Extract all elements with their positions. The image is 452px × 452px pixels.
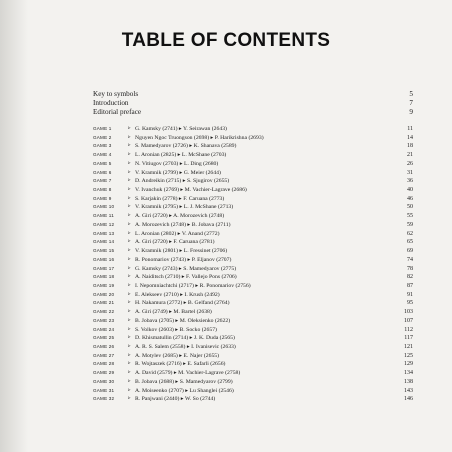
- game-page-number: 65: [407, 239, 413, 246]
- game-page-number: 143: [404, 387, 413, 394]
- game-players: L. Aronian (2825) ▸ L. McShane (2703): [135, 152, 227, 159]
- game-players: G. Kamsky (2743) ▸ S. Mamedyarov (2775): [135, 265, 237, 272]
- game-page-number: 31: [407, 169, 413, 176]
- game-page-number: 82: [407, 274, 413, 281]
- game-number: GAME 29: [93, 370, 115, 376]
- game-players: A. Motylev (2685) ▸ E. Najer (2655): [135, 352, 220, 359]
- triangle-icon: ▹: [128, 126, 131, 131]
- game-page-number: 138: [404, 378, 413, 385]
- game-number: GAME 5: [93, 160, 112, 166]
- game-players: Nguyen Ngoc Truongson (2698) ▸ P. Harikrishna (2693): [135, 134, 264, 141]
- game-page-number: 91: [407, 291, 413, 298]
- game-number: GAME 3: [93, 143, 112, 149]
- game-page-number: 14: [407, 134, 413, 141]
- game-players: B. Jobava (2688) ▸ S. Mamedyarov (2799): [135, 378, 233, 385]
- triangle-icon: ▹: [128, 309, 131, 315]
- front-matter-row[interactable]: [93, 99, 413, 108]
- game-page-number: 121: [404, 343, 413, 350]
- game-entry[interactable]: [93, 247, 413, 256]
- game-entry[interactable]: [93, 125, 413, 134]
- game-number: GAME 2: [93, 134, 112, 140]
- game-page-number: 87: [407, 282, 413, 289]
- game-entry[interactable]: [93, 256, 413, 265]
- triangle-icon: ▹: [128, 152, 131, 158]
- triangle-icon: ▹: [128, 352, 131, 358]
- triangle-icon: ▹: [128, 195, 131, 201]
- page-title: TABLE OF CONTENTS: [121, 30, 331, 51]
- game-entry[interactable]: [93, 265, 413, 274]
- game-players: A. Morozevich (2748) ▸ B. Jobava (2711): [135, 221, 231, 228]
- game-number: GAME 18: [93, 274, 115, 280]
- game-entry[interactable]: [93, 291, 413, 300]
- game-entry[interactable]: [93, 177, 413, 186]
- triangle-icon: ▹: [128, 239, 131, 245]
- game-players: A. R. S. Salem (2558) ▸ I. Ivanisevic (2633): [135, 343, 236, 350]
- game-entry[interactable]: [93, 142, 413, 151]
- game-entry[interactable]: [93, 134, 413, 143]
- triangle-icon: ▹: [128, 178, 131, 184]
- game-entry[interactable]: [93, 317, 413, 326]
- game-entry[interactable]: [93, 238, 413, 247]
- game-players: V. Kramnik (2801) ▸ L. Fressinet (2706): [135, 248, 228, 255]
- game-players: B. Jobava (2705) ▸ M. Oleksienko (2622): [135, 317, 231, 324]
- game-entry[interactable]: [93, 160, 413, 169]
- game-number: GAME 21: [93, 300, 115, 306]
- game-entry[interactable]: [93, 352, 413, 361]
- triangle-icon: ▹: [128, 300, 131, 306]
- triangle-icon: ▹: [128, 335, 131, 341]
- triangle-icon: ▹: [128, 326, 131, 332]
- triangle-icon: ▹: [128, 274, 131, 280]
- triangle-icon: ▹: [128, 221, 131, 227]
- game-number: GAME 1: [93, 126, 112, 131]
- game-entry[interactable]: [93, 151, 413, 160]
- game-number: GAME 8: [93, 187, 112, 193]
- game-number: GAME 17: [93, 265, 115, 271]
- game-entry[interactable]: [93, 221, 413, 230]
- game-page-number: 59: [407, 221, 413, 228]
- game-number: GAME 15: [93, 248, 115, 254]
- game-number: GAME 20: [93, 291, 115, 297]
- game-number: GAME 31: [93, 387, 115, 393]
- front-matter-row[interactable]: [93, 90, 413, 99]
- game-entry[interactable]: [93, 230, 413, 239]
- triangle-icon: ▹: [128, 370, 131, 376]
- game-page-number: 112: [404, 326, 413, 333]
- game-page-number: 107: [404, 317, 413, 324]
- game-page-number: 50: [407, 204, 413, 211]
- game-number: GAME 11: [93, 213, 114, 219]
- game-entry[interactable]: [93, 212, 413, 221]
- game-number: GAME 24: [93, 326, 115, 332]
- triangle-icon: ▹: [128, 378, 131, 384]
- game-entry[interactable]: [93, 334, 413, 343]
- game-number: GAME 6: [93, 169, 112, 175]
- triangle-icon: ▹: [128, 317, 131, 323]
- triangle-icon: ▹: [128, 265, 131, 271]
- triangle-icon: ▹: [128, 213, 131, 219]
- game-page-number: 46: [407, 195, 413, 202]
- game-entry[interactable]: [93, 378, 413, 387]
- game-players: L. Aronian (2802) ▸ V. Anand (2772): [135, 230, 220, 237]
- game-entry[interactable]: [93, 395, 413, 404]
- game-page-number: 74: [407, 256, 413, 263]
- triangle-icon: ▹: [128, 343, 131, 349]
- game-players: S. Volkov (2603) ▸ B. Socko (2657): [135, 326, 217, 333]
- game-number: GAME 13: [93, 230, 115, 236]
- game-number: GAME 10: [93, 204, 115, 210]
- game-players: A. David (2579) ▸ M. Vachier-Lagrave (2758): [135, 370, 241, 377]
- game-page-number: 78: [407, 265, 413, 272]
- game-page-number: 134: [404, 370, 413, 377]
- front-matter-page: 7: [409, 99, 413, 107]
- front-matter-row[interactable]: [93, 108, 413, 117]
- triangle-icon: ▹: [128, 256, 131, 262]
- game-page-number: 125: [404, 352, 413, 359]
- game-number: GAME 19: [93, 282, 115, 288]
- front-matter-label: Introduction: [93, 99, 129, 107]
- game-players: A. Moiseenko (2707) ▸ Lu Shanglei (2546): [135, 387, 234, 394]
- front-matter-page: 9: [409, 108, 413, 116]
- triangle-icon: ▹: [128, 187, 131, 193]
- game-number: GAME 27: [93, 352, 115, 358]
- game-page-number: 62: [407, 230, 413, 237]
- game-page-number: 36: [407, 178, 413, 185]
- game-players: I. Nepomniachtchi (2717) ▸ R. Ponomariov (2756): [135, 282, 251, 289]
- game-number: GAME 26: [93, 343, 115, 349]
- game-number: GAME 23: [93, 317, 115, 323]
- game-number: GAME 4: [93, 152, 112, 158]
- game-players: A. Giri (2720) ▸ F. Caruana (2781): [135, 239, 215, 246]
- game-entry[interactable]: [93, 169, 413, 178]
- game-players: D. Khismatullin (2714) ▸ J. K. Duda (2565): [135, 335, 235, 342]
- triangle-icon: ▹: [128, 143, 131, 149]
- game-page-number: 103: [404, 309, 413, 316]
- game-page-number: 26: [407, 160, 413, 167]
- game-entry[interactable]: [93, 186, 413, 195]
- game-players: V. Kramnik (2799) ▸ G. Meier (2644): [135, 169, 221, 176]
- game-entry[interactable]: [93, 299, 413, 308]
- game-entry[interactable]: [93, 387, 413, 396]
- front-matter-page: 5: [409, 90, 413, 98]
- game-players: N. Vitiugov (2703) ▸ L. Ding (2680): [135, 160, 219, 167]
- game-players: A. Giri (2720) ▸ A. Morozevich (2748): [135, 213, 225, 220]
- game-page-number: 55: [407, 213, 413, 220]
- game-number: GAME 12: [93, 221, 115, 227]
- front-matter-list: [93, 90, 413, 117]
- game-number: GAME 22: [93, 309, 115, 315]
- game-players: R. Panjwani (2440) ▸ W. So (2744): [135, 396, 216, 403]
- game-entry[interactable]: [93, 203, 413, 212]
- game-number: GAME 7: [93, 178, 112, 184]
- game-number: GAME 14: [93, 239, 115, 245]
- game-players: R. Wojtaszek (2716) ▸ E. Safarli (2656): [135, 361, 226, 368]
- game-number: GAME 9: [93, 195, 112, 201]
- game-players: R. Ponomariov (2743) ▸ P. Eljanov (2707): [135, 256, 232, 263]
- triangle-icon: ▹: [128, 387, 131, 393]
- game-entry[interactable]: [93, 308, 413, 317]
- game-entry[interactable]: [93, 369, 413, 378]
- game-page-number: 21: [407, 152, 413, 159]
- front-matter-label: Key to symbols: [93, 90, 139, 98]
- game-entry[interactable]: [93, 326, 413, 335]
- triangle-icon: ▹: [128, 169, 131, 175]
- game-number: GAME 25: [93, 335, 115, 341]
- game-page-number: 146: [404, 396, 413, 403]
- game-players: A. Naiditsch (2710) ▸ F. Vallejo Pons (2706): [135, 274, 237, 281]
- triangle-icon: ▹: [128, 134, 131, 140]
- game-players: A. Giri (2749) ▸ M. Bartel (2638): [135, 309, 212, 316]
- game-page-number: 40: [407, 187, 413, 194]
- triangle-icon: ▹: [128, 361, 131, 367]
- game-players: S. Mamedyarov (2726) ▸ K. Shanava (2589): [135, 143, 237, 150]
- triangle-icon: ▹: [128, 248, 131, 254]
- game-entry[interactable]: [93, 273, 413, 282]
- game-players: V. Ivanchuk (2769) ▸ M. Vachier-Lagrave (2686): [135, 187, 247, 194]
- front-matter-label: Editorial preface: [93, 108, 142, 116]
- game-page-number: 11: [407, 126, 413, 132]
- triangle-icon: ▹: [128, 160, 131, 166]
- game-players: D. Andreikin (2715) ▸ S. Sjugirov (2655): [135, 178, 230, 185]
- game-players: G. Kamsky (2741) ▸ Y. Seirawan (2643): [135, 126, 227, 132]
- game-page-number: 69: [407, 248, 413, 255]
- game-entry[interactable]: [93, 282, 413, 291]
- triangle-icon: ▹: [128, 291, 131, 297]
- triangle-icon: ▹: [128, 282, 131, 288]
- game-entry[interactable]: [93, 360, 413, 369]
- game-page-number: 129: [404, 361, 413, 368]
- game-page-number: 95: [407, 300, 413, 307]
- triangle-icon: ▹: [128, 204, 131, 210]
- game-number: GAME 30: [93, 378, 115, 384]
- games-list: [93, 125, 413, 404]
- game-players: H. Nakamura (2772) ▸ B. Gelfand (2764): [135, 300, 230, 307]
- game-players: E. Alekseev (2710) ▸ I. Krush (2492): [135, 291, 220, 298]
- triangle-icon: ▹: [128, 230, 131, 236]
- triangle-icon: ▹: [128, 396, 131, 402]
- game-number: GAME 28: [93, 361, 115, 367]
- game-page-number: 117: [404, 335, 413, 342]
- page-gutter-shadow: [0, 0, 28, 452]
- game-entry[interactable]: [93, 343, 413, 352]
- game-number: GAME 16: [93, 256, 115, 262]
- game-players: V. Kramnik (2795) ▸ L. J. McShane (2713): [135, 204, 234, 211]
- game-number: GAME 32: [93, 396, 115, 402]
- game-page-number: 18: [407, 143, 413, 150]
- game-entry[interactable]: [93, 195, 413, 204]
- game-players: S. Karjakin (2778) ▸ F. Caruana (2773): [135, 195, 225, 202]
